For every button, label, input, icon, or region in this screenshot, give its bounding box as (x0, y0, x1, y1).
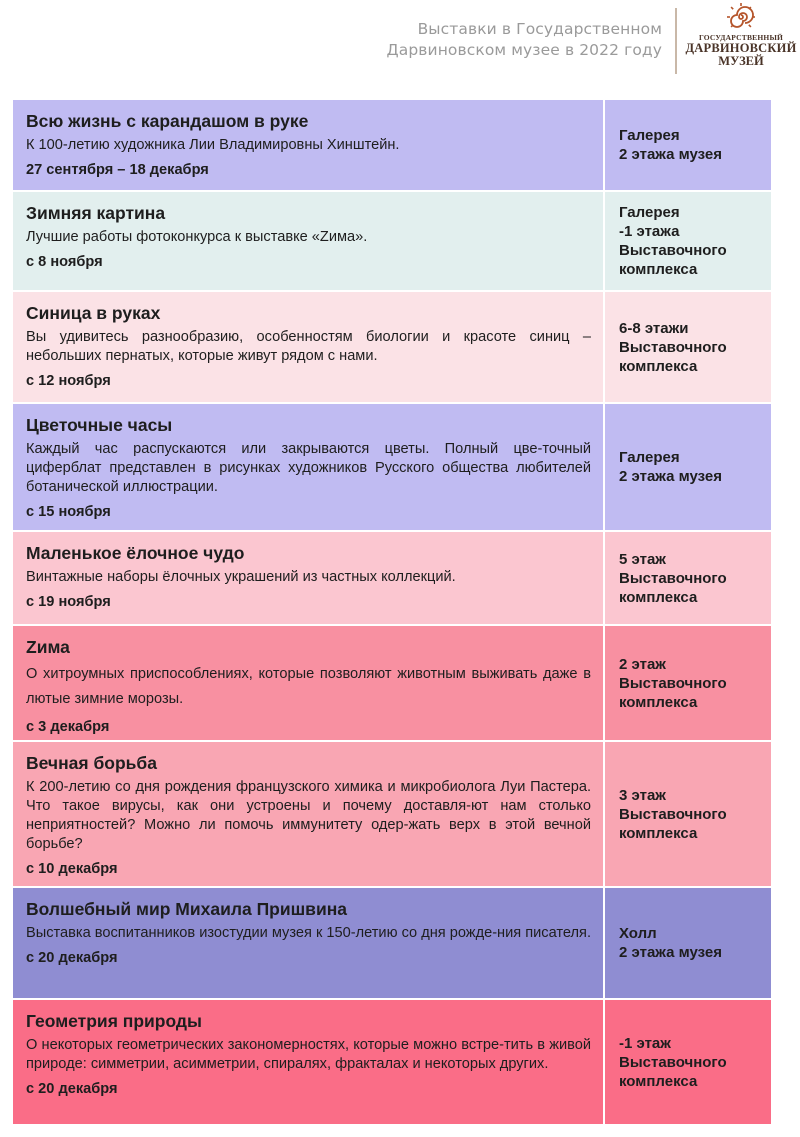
exhibition-location-cell (605, 404, 771, 530)
header-title-line2: Дарвиновском музее в 2022 году (386, 41, 662, 59)
logo-text-line1: ГОСУДАРСТВЕННЫЙ (698, 33, 784, 42)
exhibition-location-line: Выставочного (619, 1053, 727, 1071)
exhibition-location-line: комплекса (619, 693, 698, 711)
header-title-line1: Выставки в Государственном (417, 20, 662, 38)
exhibition-description: О некоторых геометрических закономерностях, которые можно встре-тить в живой природе: симметрии, асимметрии, спиралях, фракталах и некоторых других. (26, 1037, 591, 1072)
exhibition-date: с 8 ноября (26, 254, 103, 270)
logo-text-line3: МУЗЕЙ (718, 54, 764, 68)
exhibition-info-cell (13, 292, 605, 402)
exhibition-location-line: -1 этаж (619, 1034, 671, 1052)
exhibition-title: Маленькое ёлочное чудо (26, 543, 245, 563)
exhibition-title: Геометрия природы (26, 1011, 202, 1031)
exhibition-location-line: Галерея (619, 204, 680, 221)
exhibition-location-cell (605, 626, 771, 740)
exhibition-title: Всю жизнь с карандашом в руке (26, 111, 309, 131)
museum-logo (685, 0, 797, 80)
exhibition-title: Вечная борьба (26, 753, 157, 773)
exhibition-date: с 20 декабря (26, 950, 118, 966)
exhibition-row (13, 292, 771, 404)
exhibition-location-cell (605, 292, 771, 402)
exhibition-description: Лучшие работы фотоконкурса к выставке «Zима». (26, 229, 368, 245)
exhibition-location-line: комплекса (619, 588, 698, 606)
exhibition-title: Цветочные часы (26, 415, 173, 435)
exhibitions-table (13, 100, 771, 1126)
exhibition-location-line: Галерея (619, 449, 680, 466)
exhibition-location-line: Выставочного (619, 805, 727, 823)
exhibition-title: Волшебный мир Михаила Пришвина (26, 899, 347, 919)
exhibition-location-cell (605, 192, 771, 290)
exhibition-date: с 15 ноября (26, 504, 111, 520)
logo-text-line2: ДАРВИНОВСКИЙ (685, 41, 797, 55)
exhibition-location-line: комплекса (619, 357, 698, 375)
exhibition-row (13, 626, 771, 742)
exhibition-date: с 20 декабря (26, 1081, 118, 1097)
exhibition-description: К 200-летию со дня рождения французского химика и микробиолога Луи Пастера. Что такое вирусы, как они устроены и почему доставля-ют нам столько неприятностей? Можно ли помочь иммунитету одер-жать верх в этой вечной борьбе? (26, 779, 591, 852)
exhibition-location-line: -1 этажа (619, 223, 680, 240)
exhibition-info-cell (13, 532, 605, 624)
exhibition-location-cell (605, 532, 771, 624)
exhibition-location-line: Выставочного (619, 242, 727, 259)
exhibition-description: Каждый час распускаются или закрываются цветы. Полный цве-точный циферблат представлен в рисунках художников Русского общества любителей ботанической иллюстрации. (26, 441, 591, 495)
exhibition-info-cell (13, 100, 605, 190)
exhibition-date: 27 сентября – 18 декабря (26, 162, 209, 178)
exhibition-location-cell (605, 1000, 771, 1124)
exhibition-location-line: комплекса (619, 261, 698, 278)
exhibition-description: О хитроумных приспособлениях, которые позволяют животным выживать даже в лютые зимние морозы. (26, 666, 591, 707)
exhibition-description: Вы удивитесь разнообразию, особенностям биологии и красоте синиц – небольших пернатых, которые живут рядом с нами. (26, 329, 591, 364)
exhibition-location-line: 2 этаж (619, 655, 666, 673)
exhibition-location-line: 2 этажа музея (619, 146, 723, 163)
shell-logo-icon (726, 2, 756, 32)
header-divider (675, 8, 677, 74)
exhibition-date: с 3 декабря (26, 719, 110, 735)
exhibition-row (13, 192, 771, 292)
exhibition-location-cell (605, 888, 771, 998)
exhibition-row (13, 742, 771, 888)
exhibition-row (13, 404, 771, 532)
exhibition-row (13, 1000, 771, 1126)
exhibition-location-line: 2 этажа музея (619, 468, 723, 485)
exhibition-description: Выставка воспитанников изостудии музея к 150-летию со дня рожде-ния писателя. (26, 925, 592, 941)
exhibition-info-cell (13, 742, 605, 886)
exhibition-info-cell (13, 626, 605, 740)
exhibition-location-cell (605, 100, 771, 190)
exhibition-info-cell (13, 192, 605, 290)
exhibition-location-line: 3 этаж (619, 786, 666, 804)
exhibition-location-line: 2 этажа музея (619, 944, 723, 961)
exhibition-location-line: 5 этаж (619, 550, 666, 568)
exhibition-date: с 19 ноября (26, 594, 111, 610)
exhibition-info-cell (13, 888, 605, 998)
header-title (387, 19, 662, 61)
exhibition-row (13, 532, 771, 626)
exhibition-location-line: Холл (619, 925, 657, 942)
exhibition-date: с 10 декабря (26, 861, 118, 877)
exhibition-location-line: Выставочного (619, 338, 727, 356)
exhibition-row (13, 100, 771, 192)
exhibition-location-line: Выставочного (619, 674, 727, 692)
exhibition-row (13, 888, 771, 1000)
exhibition-location-line: 6-8 этажи (619, 319, 689, 337)
page-header (0, 0, 800, 80)
exhibition-info-cell (13, 1000, 605, 1124)
exhibition-description: Винтажные наборы ёлочных украшений из частных коллекций. (26, 569, 456, 585)
exhibition-title: Zима (26, 637, 70, 657)
exhibition-location-line: комплекса (619, 824, 698, 842)
exhibition-date: с 12 ноября (26, 373, 111, 389)
exhibition-location-line: комплекса (619, 1072, 698, 1090)
exhibition-description: К 100-летию художника Лии Владимировны Хинштейн. (26, 137, 400, 153)
exhibition-location-cell (605, 742, 771, 886)
exhibition-location-line: Галерея (619, 127, 680, 144)
exhibition-info-cell (13, 404, 605, 530)
exhibition-location-line: Выставочного (619, 569, 727, 587)
exhibition-title: Синица в руках (26, 303, 161, 323)
exhibition-title: Зимняя картина (26, 203, 166, 223)
